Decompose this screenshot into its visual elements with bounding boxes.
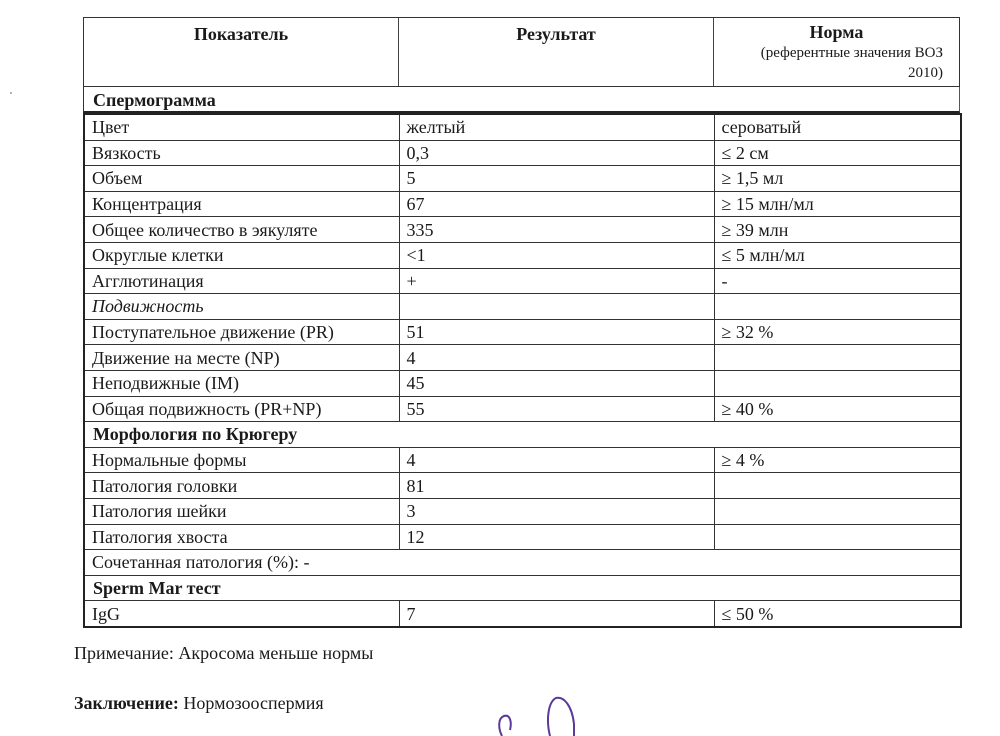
section-spermogram: Спермограмма — [83, 87, 960, 113]
row-norm — [714, 498, 961, 524]
row-result: 45 — [399, 370, 714, 396]
row-label: Общее количество в эякуляте — [84, 217, 399, 243]
combined-pathology: Сочетанная патология (%): - — [84, 550, 961, 576]
header-norm-title: Норма — [809, 22, 864, 42]
table-row — [84, 166, 961, 192]
table-row — [84, 217, 961, 243]
row-label: Общая подвижность (PR+NP) — [84, 396, 399, 422]
row-result — [399, 294, 714, 320]
table-row — [84, 498, 961, 524]
table-row — [84, 370, 961, 396]
row-norm: ≥ 39 млн — [714, 217, 961, 243]
header-norm — [714, 18, 959, 86]
row-norm: - — [714, 268, 961, 294]
conclusion — [74, 693, 324, 714]
header-norm-subtitle-1: (референтные значения ВОЗ — [760, 45, 943, 61]
row-norm: ≥ 32 % — [714, 319, 961, 345]
table-row — [84, 319, 961, 345]
header-norm-subtitle-2: 2010) — [908, 65, 943, 81]
row-norm — [714, 524, 961, 550]
row-result: 4 — [399, 345, 714, 371]
row-norm: ≤ 2 см — [714, 140, 961, 166]
section-kruger: Морфология по Крюгеру — [84, 422, 961, 448]
section-mar-test: Sperm Mar тест — [84, 575, 961, 601]
row-label: Движение на месте (NP) — [84, 345, 399, 371]
table-row — [84, 268, 961, 294]
row-norm: ≥ 1,5 мл — [714, 166, 961, 192]
table-row — [84, 242, 961, 268]
row-label: Агглютинация — [84, 268, 399, 294]
table-row — [84, 396, 961, 422]
results-table — [83, 113, 962, 628]
subsection-motility: Подвижность — [84, 294, 399, 320]
header-result: Результат — [399, 18, 714, 86]
row-norm — [714, 345, 961, 371]
row-result: 55 — [399, 396, 714, 422]
row-norm: ≤ 50 % — [714, 601, 961, 627]
table-row — [84, 294, 961, 320]
row-label: Концентрация — [84, 191, 399, 217]
row-result: 67 — [399, 191, 714, 217]
section-row — [84, 422, 961, 448]
conclusion-value: Нормозооспермия — [178, 693, 324, 713]
row-result: 4 — [399, 447, 714, 473]
table-row — [84, 345, 961, 371]
row-result: желтый — [399, 114, 714, 140]
row-norm: сероватый — [714, 114, 961, 140]
row-result: 12 — [399, 524, 714, 550]
row-norm — [714, 294, 961, 320]
table-row — [84, 191, 961, 217]
table-row — [84, 447, 961, 473]
table-row — [84, 473, 961, 499]
row-result: 0,3 — [399, 140, 714, 166]
table-row — [84, 524, 961, 550]
table-row — [84, 140, 961, 166]
row-norm: ≥ 4 % — [714, 447, 961, 473]
signature-icon — [490, 690, 600, 736]
row-label: Округлые клетки — [84, 242, 399, 268]
row-result: 7 — [399, 601, 714, 627]
table-row — [84, 114, 961, 140]
row-label: IgG — [84, 601, 399, 627]
row-result: 335 — [399, 217, 714, 243]
row-result: 3 — [399, 498, 714, 524]
row-label: Поступательное движение (PR) — [84, 319, 399, 345]
row-label: Вязкость — [84, 140, 399, 166]
row-label: Патология шейки — [84, 498, 399, 524]
header-indicator: Показатель — [84, 18, 399, 86]
row-result: 51 — [399, 319, 714, 345]
scan-speck — [10, 92, 12, 94]
table-header — [83, 17, 960, 87]
row-norm: ≤ 5 млн/мл — [714, 242, 961, 268]
conclusion-label: Заключение: — [74, 693, 179, 713]
row-result: <1 — [399, 242, 714, 268]
row-label: Патология головки — [84, 473, 399, 499]
row-label: Объем — [84, 166, 399, 192]
row-label: Цвет — [84, 114, 399, 140]
row-norm — [714, 370, 961, 396]
note-text: Примечание: Акросома меньше нормы — [74, 643, 374, 663]
row-result: + — [399, 268, 714, 294]
row-label: Неподвижные (IM) — [84, 370, 399, 396]
row-label: Нормальные формы — [84, 447, 399, 473]
row-norm: ≥ 40 % — [714, 396, 961, 422]
section-row — [84, 575, 961, 601]
row-label: Патология хвоста — [84, 524, 399, 550]
table-row — [84, 601, 961, 627]
row-norm — [714, 473, 961, 499]
row-norm: ≥ 15 млн/мл — [714, 191, 961, 217]
table-row — [84, 550, 961, 576]
row-result: 5 — [399, 166, 714, 192]
row-result: 81 — [399, 473, 714, 499]
